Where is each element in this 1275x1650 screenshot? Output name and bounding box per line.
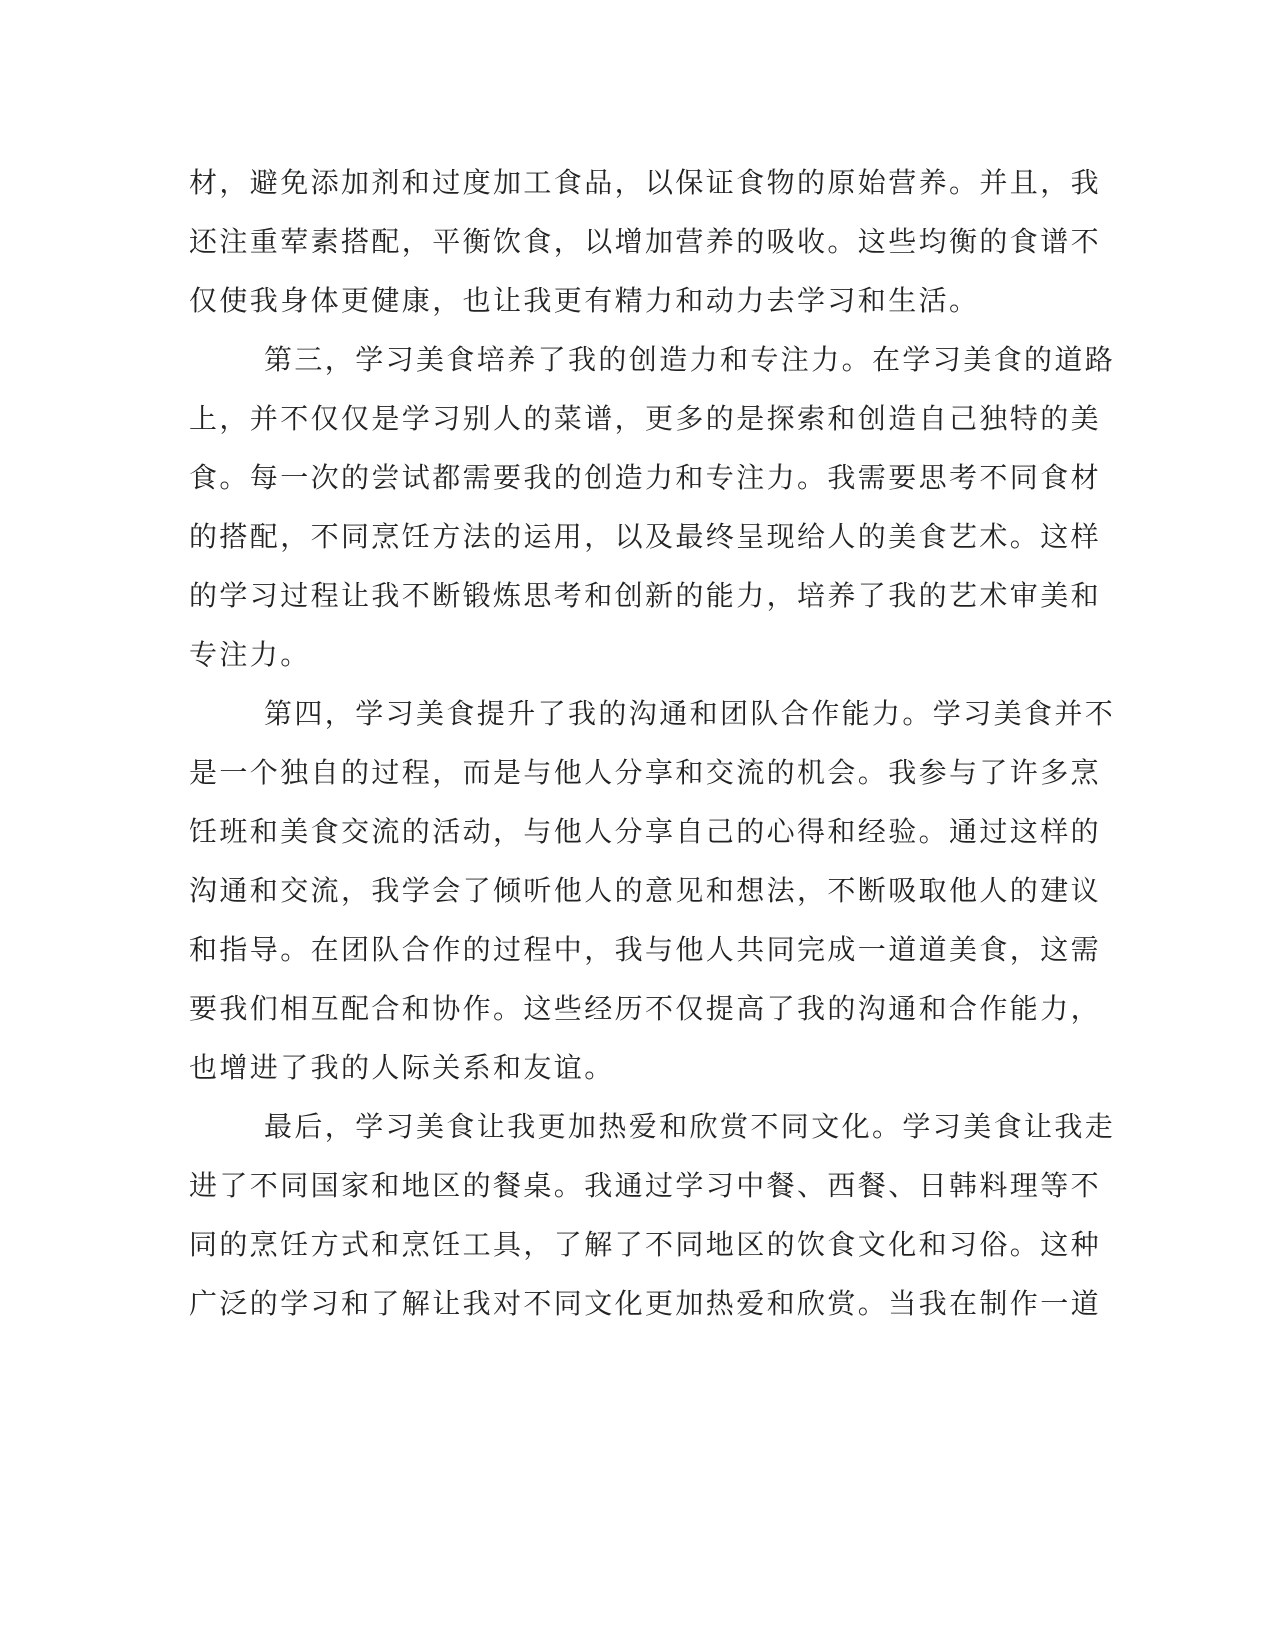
text-line: 广泛的学习和了解让我对不同文化更加热爱和欣赏。当我在制作一道 [189,1287,1102,1320]
text-line: 上，并不仅仅是学习别人的菜谱，更多的是探索和创造自己独特的美 [189,402,1102,435]
text-line: 的学习过程让我不断锻炼思考和创新的能力，培养了我的艺术审美和 [189,579,1102,612]
text-line: 的搭配，不同烹饪方法的运用，以及最终呈现给人的美食艺术。这样 [189,520,1102,553]
text-line: 要我们相互配合和协作。这些经历不仅提高了我的沟通和合作能力， [189,992,1102,1025]
text-line: 饪班和美食交流的活动，与他人分享自己的心得和经验。通过这样的 [189,815,1102,848]
text-line: 和指导。在团队合作的过程中，我与他人共同完成一道道美食，这需 [189,933,1102,966]
text-line: 进了不同国家和地区的餐桌。我通过学习中餐、西餐、日韩料理等不 [189,1169,1102,1202]
text-line: 还注重荤素搭配，平衡饮食，以增加营养的吸收。这些均衡的食谱不 [189,225,1102,258]
text-line: 材，避免添加剂和过度加工食品，以保证食物的原始营养。并且，我 [189,166,1102,199]
paragraph-start-line: 第三，学习美食培养了我的创造力和专注力。在学习美食的道路 [264,343,1116,376]
text-line: 同的烹饪方式和烹饪工具，了解了不同地区的饮食文化和习俗。这种 [189,1228,1102,1261]
text-line: 是一个独自的过程，而是与他人分享和交流的机会。我参与了许多烹 [189,756,1102,789]
text-line: 仅使我身体更健康，也让我更有精力和动力去学习和生活。 [189,284,980,317]
paragraph-start-line: 最后，学习美食让我更加热爱和欣赏不同文化。学习美食让我走 [264,1110,1116,1143]
paragraph-start-line: 第四，学习美食提升了我的沟通和团队合作能力。学习美食并不 [264,697,1116,730]
text-line: 沟通和交流，我学会了倾听他人的意见和想法，不断吸取他人的建议 [189,874,1102,907]
text-line: 也增进了我的人际关系和友谊。 [189,1051,615,1084]
text-line: 专注力。 [189,638,311,671]
text-line: 食。每一次的尝试都需要我的创造力和专注力。我需要思考不同食材 [189,461,1102,494]
